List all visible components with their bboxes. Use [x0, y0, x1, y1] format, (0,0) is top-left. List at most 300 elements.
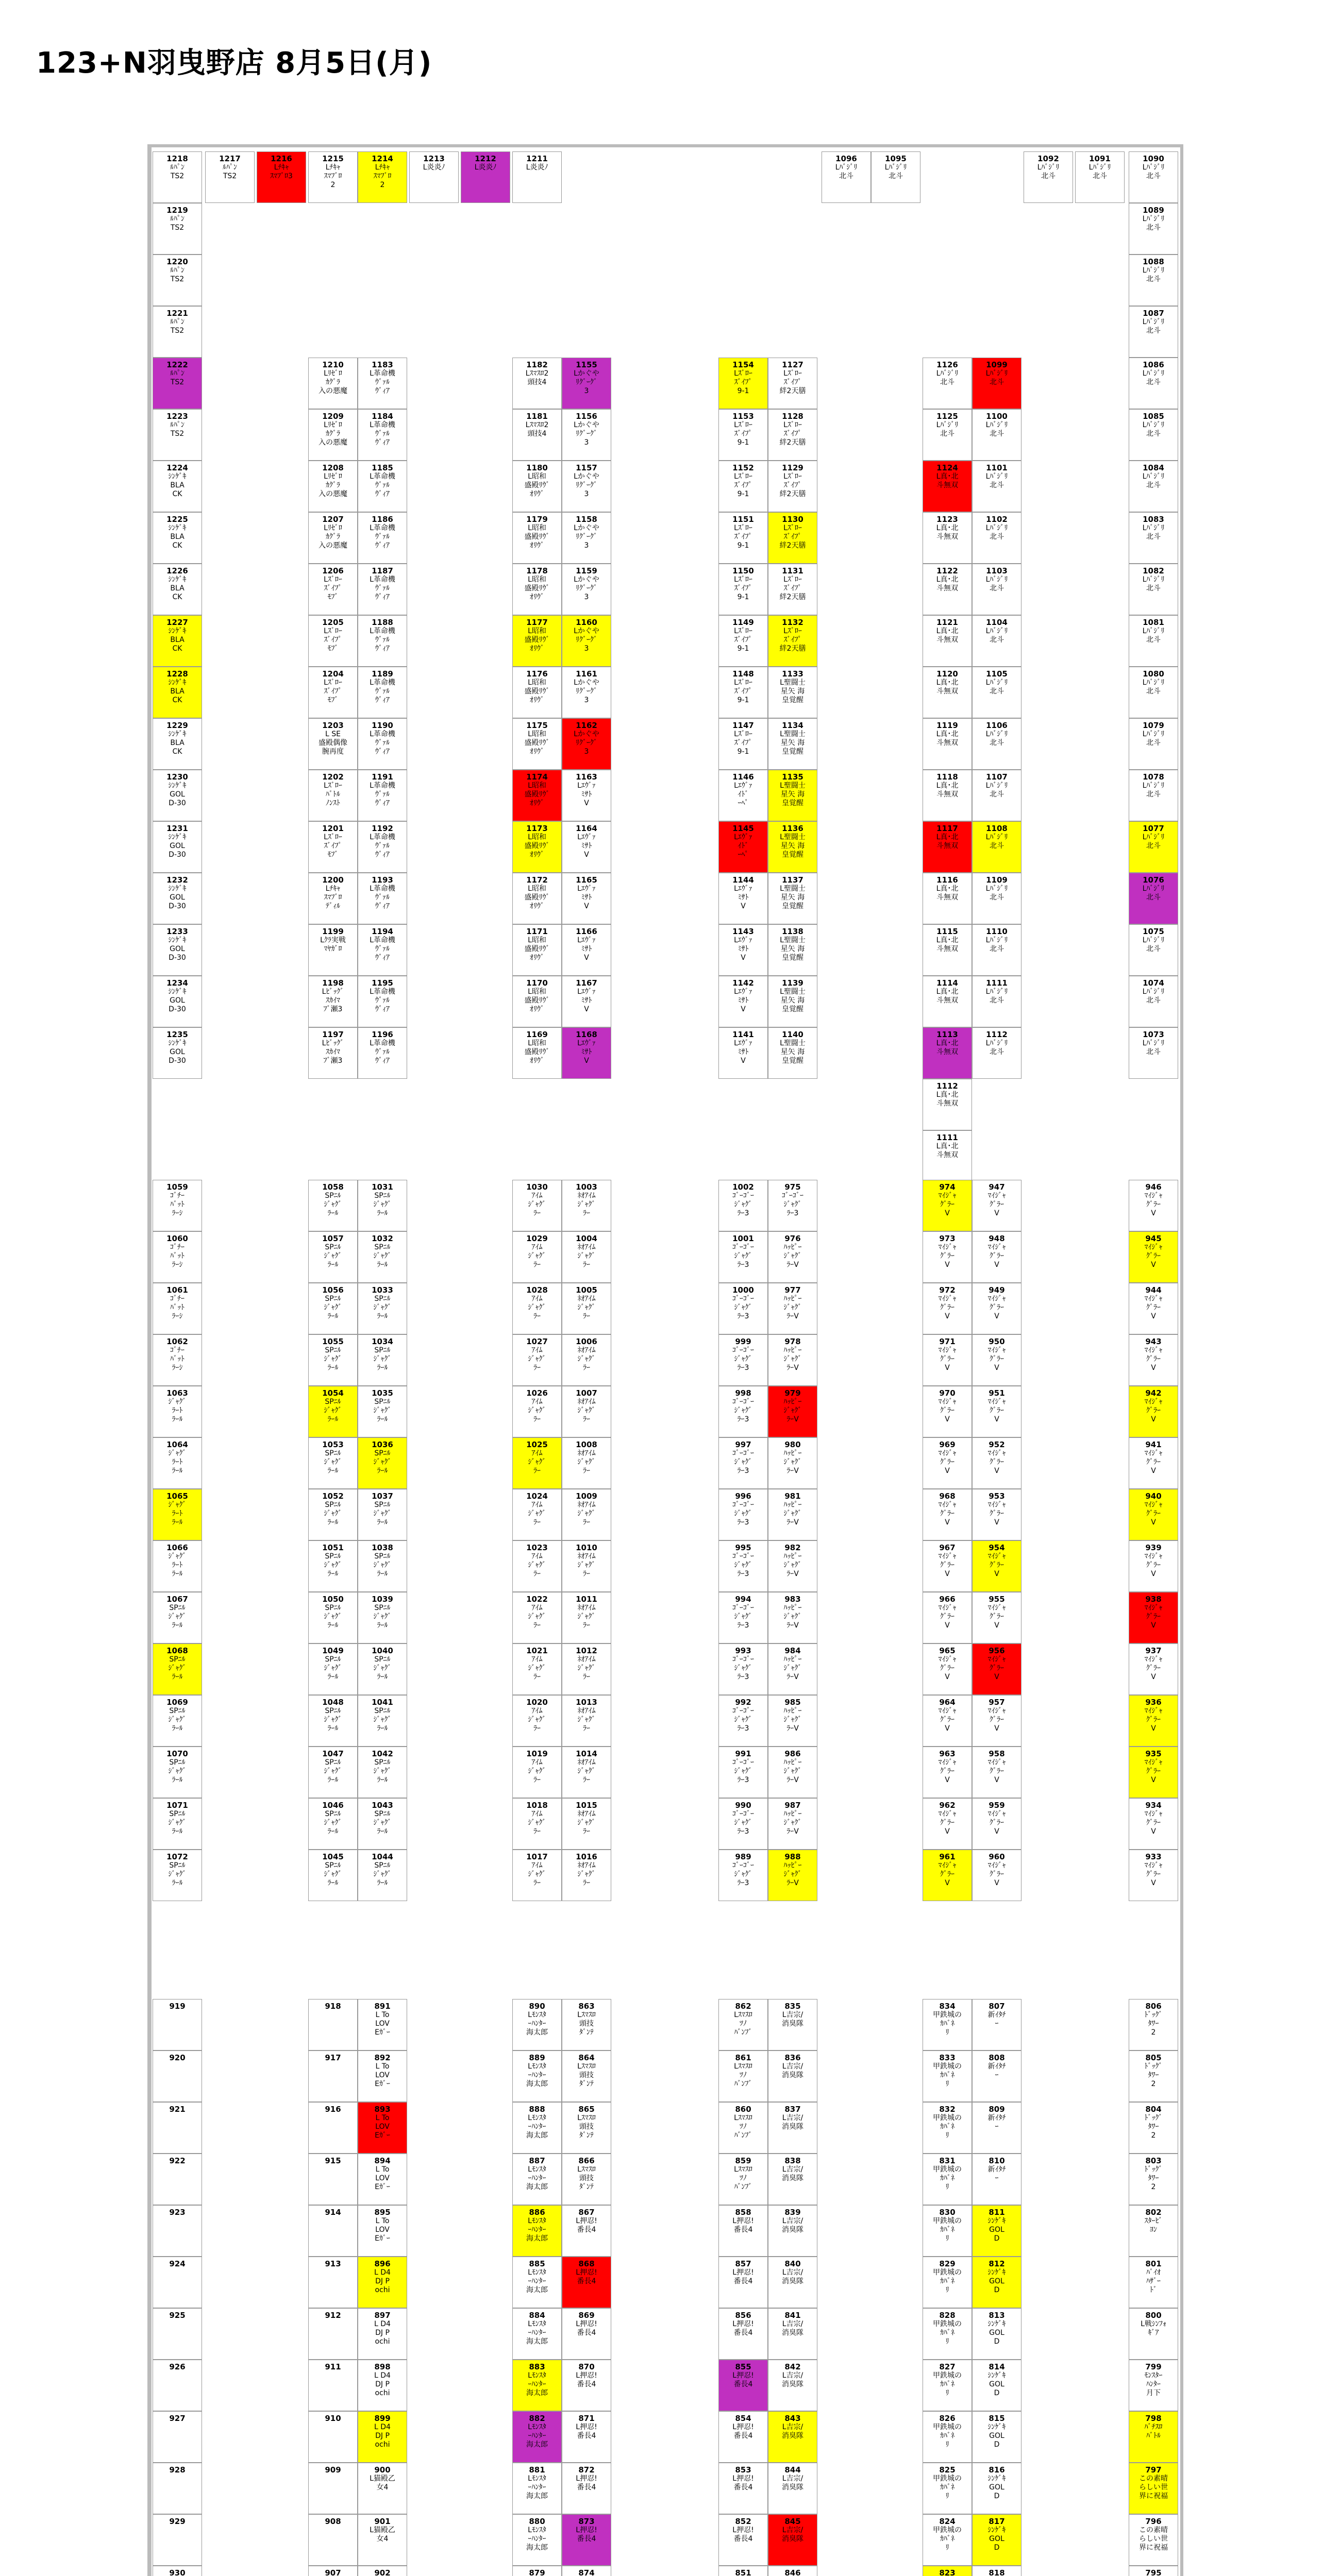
machine-number: 935 [1145, 1749, 1162, 1758]
machine-lot-1088 [1129, 255, 1178, 306]
machine-name: ｺﾞｰｺﾞｰ ｼﾞｬｸﾞ ﾗｰ3 [732, 1552, 754, 1578]
machine-lot-842 [768, 2360, 817, 2411]
machine-lot-1025 [512, 1437, 562, 1489]
machine-name: L革命機 ｳﾞｧﾙ ｳﾞｨｱ [370, 936, 395, 962]
machine-number: 1189 [372, 669, 393, 679]
machine-lot-1069 [153, 1695, 202, 1747]
machine-number: 1141 [732, 1030, 754, 1039]
machine-name: ｼﾝｹﾞｷ GOL D [987, 2423, 1006, 2449]
machine-lot-942 [1129, 1386, 1178, 1437]
machine-number: 1138 [782, 927, 803, 936]
machine-name: L昭和 盛殿ﾘｳﾞ ｵﾘｳﾞ [524, 627, 550, 653]
machine-name: Lﾁｷｬ ｽﾏﾌﾞﾛ 2 [324, 163, 342, 189]
machine-number: 841 [784, 2311, 801, 2320]
machine-number: 846 [784, 2568, 801, 2576]
machine-number: 1167 [576, 978, 597, 988]
machine-name: L押忍! 番長4 [732, 2320, 754, 2337]
machine-number: 797 [1145, 2465, 1162, 2475]
machine-number: 816 [989, 2465, 1005, 2475]
machine-lot-1039 [358, 1592, 407, 1643]
machine-name: L革命機 ｳﾞｧﾙ ｳﾞｨｱ [370, 472, 395, 498]
machine-number: 800 [1145, 2311, 1162, 2320]
machine-number: 1006 [576, 1337, 597, 1346]
machine-lot-954 [972, 1540, 1021, 1592]
machine-number: 934 [1145, 1801, 1162, 1810]
machine-lot-888 [512, 2102, 562, 2154]
machine-number: 1005 [576, 1285, 597, 1295]
machine-number: 1083 [1143, 515, 1164, 524]
machine-lot-1032 [358, 1231, 407, 1283]
machine-lot-883 [512, 2360, 562, 2411]
machine-number: 1105 [986, 669, 1008, 679]
machine-number: 851 [735, 2568, 751, 2576]
machine-name: ｱｲﾑ ｼﾞｬｸﾞ ﾗｰ [528, 1398, 546, 1423]
machine-lot-1123 [923, 512, 972, 564]
machine-lot-1015 [562, 1798, 611, 1850]
machine-number: 1195 [372, 978, 393, 988]
machine-number: 1181 [526, 412, 548, 421]
machine-lot-1171 [512, 924, 562, 976]
machine-number: 978 [784, 1337, 801, 1346]
machine-lot-1059 [153, 1180, 202, 1231]
machine-lot-985 [768, 1695, 817, 1747]
machine-name: ﾊｯﾋﾟｰ ｼﾞｬｸﾞ ﾗｰV [783, 1295, 802, 1320]
machine-name: L聖闘士 星矢 海 皇覚醒 [780, 1039, 806, 1065]
machine-lot-957 [972, 1695, 1021, 1747]
machine-name: ｺﾞﾁｰ ﾊﾞｯﾄ ﾗｰｼ [170, 1243, 185, 1269]
machine-lot-1157 [562, 461, 611, 512]
machine-number: 1142 [732, 978, 754, 988]
machine-number: 1035 [372, 1388, 393, 1398]
machine-number: 1148 [732, 669, 754, 679]
machine-number: 912 [325, 2311, 341, 2320]
machine-number: 796 [1145, 2517, 1162, 2526]
machine-lot-935 [1129, 1747, 1178, 1798]
machine-name: ﾊｯﾋﾟｰ ｼﾞｬｸﾞ ﾗｰV [783, 1243, 802, 1269]
machine-number: 983 [784, 1595, 801, 1604]
machine-lot-898 [358, 2360, 407, 2411]
machine-name: ﾙﾊﾟﾝ TS2 [170, 369, 185, 386]
machine-lot-869 [562, 2308, 611, 2360]
machine-name: L真･北 斗無双 [936, 1091, 959, 1108]
machine-number: 1134 [782, 721, 803, 730]
machine-lot-1219 [153, 203, 202, 255]
machine-name: Lﾁｷｬ ｽﾏﾌﾞﾛ3 [270, 163, 293, 180]
machine-lot-811 [972, 2205, 1021, 2257]
machine-lot-960 [972, 1850, 1021, 1901]
machine-lot-897 [358, 2308, 407, 2360]
machine-name: Lﾊﾞｼﾞﾘ 北斗 [1142, 575, 1165, 592]
machine-name: Lﾊﾞｼﾞﾘ 北斗 [936, 421, 959, 438]
machine-name: Lｴｳﾞｧ ﾐｻﾄ V [734, 1039, 752, 1065]
machine-name: ｺﾞｰｺﾞｰ ｼﾞｬｸﾞ ﾗｰ3 [732, 1810, 754, 1836]
floor-wall-right [1180, 144, 1183, 2576]
machine-number: 919 [169, 2002, 186, 2011]
machine-lot-1186 [358, 512, 407, 564]
machine-number: 1060 [166, 1234, 188, 1243]
machine-number: 808 [989, 2053, 1005, 2062]
machine-lot-1227 [153, 615, 202, 667]
machine-number: 1051 [322, 1543, 344, 1552]
machine-lot-1130 [768, 512, 817, 564]
machine-number: 872 [578, 2465, 595, 2475]
machine-lot-990 [718, 1798, 768, 1850]
machine-number: 1149 [732, 618, 754, 627]
machine-number: 1223 [166, 412, 188, 421]
machine-number: 933 [1145, 1852, 1162, 1861]
machine-lot-1183 [358, 358, 407, 409]
machine-lot-881 [512, 2463, 562, 2514]
machine-number: 814 [989, 2362, 1005, 2371]
machine-lot-1201 [308, 821, 358, 873]
machine-number: 1216 [271, 154, 292, 163]
machine-number: 862 [735, 2002, 751, 2011]
machine-number: 1110 [986, 927, 1008, 936]
machine-lot-1013 [562, 1695, 611, 1747]
machine-lot-817 [972, 2514, 1021, 2566]
machine-name: SPﾆﾙ ｼﾞｬｸﾞ ﾗｰﾙ [373, 1758, 392, 1784]
machine-lot-1050 [308, 1592, 358, 1643]
machine-name: L革命機 ｳﾞｧﾙ ｳﾞｨｱ [370, 1039, 395, 1065]
machine-lot-1184 [358, 409, 407, 461]
machine-name: L昭和 盛殿ﾘｳﾞ ｵﾘｳﾞ [524, 472, 550, 498]
machine-name: Lｽﾞﾛｰ ｽﾞｲﾌﾟ 9-1 [734, 627, 752, 653]
machine-lot-952 [972, 1437, 1021, 1489]
machine-name: Lﾊﾞｼﾞﾘ 北斗 [985, 833, 1008, 850]
machine-number: 1230 [166, 772, 188, 782]
machine-number: 1027 [526, 1337, 548, 1346]
machine-number: 1048 [322, 1698, 344, 1707]
machine-name: SPﾆﾙ ｼﾞｬｸﾞ ﾗｰﾙ [168, 1707, 187, 1733]
machine-lot-924 [153, 2257, 202, 2308]
machine-name: ﾙﾊﾟﾝ TS2 [223, 163, 237, 180]
machine-number: 799 [1145, 2362, 1162, 2371]
machine-name: ｼﾝｹﾞｷ BLA CK [168, 524, 187, 550]
machine-name: ﾈｵｱｲﾑ ｼﾞｬｸﾞ ﾗｰ [577, 1707, 596, 1733]
machine-lot-1142 [718, 976, 768, 1027]
machine-number: 988 [784, 1852, 801, 1861]
machine-name: Lｽﾞﾛｰ ｽﾞｲﾌﾟ 絆2天膳 [779, 575, 806, 601]
machine-lot-814 [972, 2360, 1021, 2411]
machine-number: 989 [735, 1852, 751, 1861]
machine-number: 1112 [986, 1030, 1008, 1039]
machine-name: ﾏｲｼﾞｬ ｸﾞﾗｰ V [938, 1398, 957, 1423]
machine-lot-852 [718, 2514, 768, 2566]
machine-lot-807 [972, 1999, 1021, 2050]
machine-name: SPﾆﾙ ｼﾞｬｸﾞ ﾗｰﾙ [324, 1398, 342, 1423]
machine-lot-1221 [153, 306, 202, 358]
machine-number: 968 [939, 1492, 956, 1501]
machine-number: 838 [784, 2156, 801, 2165]
machine-number: 975 [784, 1182, 801, 1192]
machine-name: ｼﾝｹﾞｷ GOL D [987, 2268, 1006, 2294]
machine-number: 976 [784, 1234, 801, 1243]
machine-number: 858 [735, 2208, 751, 2217]
machine-lot-986 [768, 1747, 817, 1798]
page-title: 123+N羽曳野店 8月5日(月) [36, 46, 432, 80]
machine-number: 879 [529, 2568, 545, 2576]
machine-lot-1117 [923, 821, 972, 873]
machine-lot-1229 [153, 718, 202, 770]
machine-lot-895 [358, 2205, 407, 2257]
machine-number: 863 [578, 2002, 595, 2011]
machine-lot-1198 [308, 976, 358, 1027]
machine-number: 1025 [526, 1440, 548, 1449]
machine-name: SPﾆﾙ ｼﾞｬｸﾞ ﾗｰﾙ [324, 1861, 342, 1887]
machine-number: 1208 [322, 463, 344, 472]
machine-number: 1158 [576, 515, 597, 524]
machine-name: ﾏｲｼﾞｬ ｸﾞﾗｰ V [987, 1192, 1006, 1217]
machine-name: L D4 DJ P ochi [374, 2268, 391, 2294]
machine-number: 985 [784, 1698, 801, 1707]
machine-number: 1119 [936, 721, 958, 730]
machine-name: ﾈｵｱｲﾑ ｼﾞｬｸﾞ ﾗｰ [577, 1810, 596, 1836]
machine-number: 1075 [1143, 927, 1164, 936]
machine-name: L聖闘士 星矢 海 皇覚醒 [780, 730, 806, 756]
machine-lot-797 [1129, 2463, 1178, 2514]
machine-name: ｼﾝｹﾞｷ GOL D-30 [168, 885, 187, 910]
machine-number: 959 [989, 1801, 1005, 1810]
machine-lot-886 [512, 2205, 562, 2257]
machine-lot-1106 [972, 718, 1021, 770]
machine-name: ﾊﾞｲｵ ﾊｻﾞｰ ﾄﾞ [1146, 2268, 1161, 2294]
machine-name: Lﾊﾞｼﾞﾘ 北斗 [985, 369, 1008, 386]
machine-number: 1055 [322, 1337, 344, 1346]
machine-lot-1077 [1129, 821, 1178, 873]
machine-name: Lｽﾞﾛｰ ｽﾞｲﾌﾟ ﾓﾌﾞ [324, 627, 342, 653]
machine-name: 甲鉄城の ｶﾊﾞﾈ ﾘ [933, 2423, 962, 2449]
machine-lot-1153 [718, 409, 768, 461]
machine-number: 945 [1145, 1234, 1162, 1243]
machine-lot-1037 [358, 1489, 407, 1540]
machine-name: L昭和 盛殿ﾘｳﾞ ｵﾘｳﾞ [524, 833, 550, 859]
machine-name: L革命機 ｳﾞｧﾙ ｳﾞｨｱ [370, 730, 395, 756]
machine-number: 1175 [526, 721, 548, 730]
machine-name: ｱｲﾑ ｼﾞｬｸﾞ ﾗｰ [528, 1295, 546, 1320]
machine-lot-846 [768, 2566, 817, 2576]
machine-lot-997 [718, 1437, 768, 1489]
machine-number: 893 [374, 2105, 391, 2114]
machine-lot-1159 [562, 564, 611, 615]
machine-lot-1235 [153, 1027, 202, 1079]
machine-name: ﾄﾞｯｸﾞ ﾀﾜｰ 2 [1144, 2062, 1163, 2088]
machine-lot-1122 [923, 564, 972, 615]
machine-name: L聖闘士 星矢 海 皇覚醒 [780, 833, 806, 859]
machine-lot-873 [562, 2514, 611, 2566]
machine-number: 1108 [986, 824, 1008, 833]
machine-name: SPﾆﾙ ｼﾞｬｸﾞ ﾗｰﾙ [373, 1243, 392, 1269]
machine-lot-1103 [972, 564, 1021, 615]
floor-wall-left [147, 144, 152, 2576]
machine-lot-798 [1129, 2411, 1178, 2463]
machine-number: 873 [578, 2517, 595, 2526]
machine-number: 960 [989, 1852, 1005, 1861]
machine-name: L吉宗/ 消臭隊 [782, 2217, 803, 2234]
machine-number: 1224 [166, 463, 188, 472]
machine-name: ｺﾞｰｺﾞｰ ｼﾞｬｸﾞ ﾗｰ3 [732, 1243, 754, 1269]
machine-number: 1121 [936, 618, 958, 627]
machine-number: 843 [784, 2414, 801, 2423]
machine-lot-1231 [153, 821, 202, 873]
machine-lot-900 [358, 2463, 407, 2514]
machine-name: ﾈｵｱｲﾑ ｼﾞｬｸﾞ ﾗｰ [577, 1861, 596, 1887]
machine-name: 新ｲﾀﾁ ｰ [987, 2114, 1006, 2131]
machine-name: ｼﾝｹﾞｷ BLA CK [168, 679, 187, 704]
machine-lot-862 [718, 1999, 768, 2050]
machine-lot-981 [768, 1489, 817, 1540]
machine-name: Lﾊﾞｼﾞﾘ 北斗 [985, 936, 1008, 953]
machine-lot-1033 [358, 1283, 407, 1334]
machine-lot-1086 [1129, 358, 1178, 409]
machine-lot-1060 [153, 1231, 202, 1283]
machine-number: 1225 [166, 515, 188, 524]
machine-number: 1109 [986, 875, 1008, 885]
machine-name: L D4 DJ P ochi [374, 2320, 391, 2346]
machine-number: 924 [169, 2259, 186, 2268]
machine-number: 1086 [1143, 360, 1164, 369]
machine-number: 915 [325, 2156, 341, 2165]
machine-number: 1233 [166, 927, 188, 936]
machine-lot-1095 [871, 151, 920, 203]
machine-number: 951 [989, 1388, 1005, 1398]
machine-lot-851 [718, 2566, 768, 2576]
machine-lot-1131 [768, 564, 817, 615]
machine-lot-1108 [972, 821, 1021, 873]
machine-name: L押忍! 番長4 [732, 2217, 754, 2234]
machine-number: 1179 [526, 515, 548, 524]
machine-number: 990 [735, 1801, 751, 1810]
machine-name: L真･北 斗無双 [936, 988, 959, 1005]
machine-number: 899 [374, 2414, 391, 2423]
machine-lot-976 [768, 1231, 817, 1283]
machine-number: 842 [784, 2362, 801, 2371]
machine-name: ﾊｯﾋﾟｰ ｼﾞｬｸﾞ ﾗｰV [783, 1346, 802, 1372]
machine-number: 1073 [1143, 1030, 1164, 1039]
machine-name: SPﾆﾙ ｼﾞｬｸﾞ ﾗｰﾙ [324, 1295, 342, 1320]
machine-name: ﾏｲｼﾞｬ ｸﾞﾗｰ V [987, 1449, 1006, 1475]
machine-name: Lｸﾗ実戦 ﾏﾔｶﾞﾛ [320, 936, 346, 953]
machine-number: 1207 [322, 515, 344, 524]
machine-name: Lﾊﾞｼﾞﾘ 北斗 [985, 730, 1008, 747]
machine-lot-1197 [308, 1027, 358, 1079]
machine-name: この素晴 らしい世 界に祝福 [1139, 2526, 1168, 2552]
machine-number: 1066 [166, 1543, 188, 1552]
machine-number: 1129 [782, 463, 803, 472]
machine-number: 898 [374, 2362, 391, 2371]
machine-name: Lｽﾞﾛｰ ｽﾞｲﾌﾟ 9-1 [734, 575, 752, 601]
machine-number: 1125 [936, 412, 958, 421]
machine-number: 1145 [732, 824, 754, 833]
machine-name: ﾏｲｼﾞｬ ｸﾞﾗｰ V [938, 1243, 957, 1269]
machine-number: 1089 [1143, 206, 1164, 215]
machine-name: Lｴｳﾞｧ ﾐｻﾄ V [734, 936, 752, 962]
machine-name: SPﾆﾙ ｼﾞｬｸﾞ ﾗｰﾙ [168, 1810, 187, 1836]
machine-name: L吉宗/ 消臭隊 [782, 2165, 803, 2182]
machine-number: 961 [939, 1852, 956, 1861]
machine-lot-910 [308, 2411, 358, 2463]
machine-name: ｼﾝｹﾞｷ GOL D [987, 2526, 1006, 2552]
machine-number: 1160 [576, 618, 597, 627]
machine-lot-853 [718, 2463, 768, 2514]
machine-number: 804 [1145, 2105, 1162, 2114]
machine-name: SPﾆﾙ ｼﾞｬｸﾞ ﾗｰﾙ [373, 1192, 392, 1217]
machine-name: ﾏｲｼﾞｬ ｸﾞﾗｰ V [1144, 1346, 1163, 1372]
machine-name: L革命機 ｳﾞｧﾙ ｳﾞｨｱ [370, 833, 395, 859]
machine-lot-1167 [562, 976, 611, 1027]
machine-name: L D4 DJ P ochi [374, 2423, 391, 2449]
machine-number: 1120 [936, 669, 958, 679]
machine-lot-1028 [512, 1283, 562, 1334]
machine-lot-1101 [972, 461, 1021, 512]
machine-lot-1173 [512, 821, 562, 873]
machine-lot-1057 [308, 1231, 358, 1283]
machine-number: 939 [1145, 1543, 1162, 1552]
machine-lot-866 [562, 2154, 611, 2205]
machine-number: 1199 [322, 927, 344, 936]
machine-lot-1200 [308, 873, 358, 924]
machine-lot-1107 [972, 770, 1021, 821]
machine-lot-972 [923, 1283, 972, 1334]
machine-lot-1150 [718, 564, 768, 615]
machine-lot-816 [972, 2463, 1021, 2514]
machine-lot-977 [768, 1283, 817, 1334]
machine-name: Lｽﾏｽﾛ2 頭技4 [525, 369, 549, 386]
machine-name: Lﾊﾞｼﾞﾘ 北斗 [1037, 163, 1060, 180]
machine-lot-1214 [358, 151, 407, 203]
machine-lot-1203 [308, 718, 358, 770]
machine-number: 826 [939, 2414, 956, 2423]
machine-number: 916 [325, 2105, 341, 2114]
machine-lot-803 [1129, 2154, 1178, 2205]
machine-name: SPﾆﾙ ｼﾞｬｸﾞ ﾗｰﾙ [168, 1655, 187, 1681]
machine-lot-991 [718, 1747, 768, 1798]
machine-name: SPﾆﾙ ｼﾞｬｸﾞ ﾗｰﾙ [324, 1758, 342, 1784]
machine-number: 880 [529, 2517, 545, 2526]
machine-lot-1118 [923, 770, 972, 821]
machine-name: L押忍! 番長4 [576, 2526, 597, 2543]
machine-number: 1218 [166, 154, 188, 163]
machine-name: Lｽﾏｽﾛ ﾂﾉ ﾊﾞﾝﾌﾞ [734, 2062, 752, 2088]
machine-number: 986 [784, 1749, 801, 1758]
machine-name: Lｽﾞﾛｰ ｽﾞｲﾌﾟ 9-1 [734, 679, 752, 704]
machine-name: L押忍! 番長4 [576, 2217, 597, 2234]
machine-number: 825 [939, 2465, 956, 2475]
machine-lot-1206 [308, 564, 358, 615]
machine-name: 甲鉄城の ｶﾊﾞﾈ ﾘ [933, 2268, 962, 2294]
machine-number: 1034 [372, 1337, 393, 1346]
machine-number: 1174 [526, 772, 548, 782]
machine-name: ｱｲﾑ ｼﾞｬｸﾞ ﾗｰ [528, 1449, 546, 1475]
machine-number: 1187 [372, 566, 393, 575]
machine-number: 1122 [936, 566, 958, 575]
machine-number: 844 [784, 2465, 801, 2475]
machine-lot-1065 [153, 1489, 202, 1540]
machine-name: L押忍! 番長4 [732, 2371, 754, 2388]
machine-lot-1178 [512, 564, 562, 615]
machine-name: ﾙﾊﾟﾝ TS2 [170, 215, 185, 232]
machine-lot-1161 [562, 667, 611, 718]
machine-lot-958 [972, 1747, 1021, 1798]
machine-lot-975 [768, 1180, 817, 1231]
machine-number: 818 [989, 2568, 1005, 2576]
machine-name: Lｽﾏｽﾛ ﾂﾉ ﾊﾞﾝﾌﾞ [734, 2114, 752, 2140]
machine-name: Lｴｳﾞｧ ﾐｻﾄ V [577, 782, 596, 807]
machine-lot-829 [923, 2257, 972, 2308]
machine-lot-996 [718, 1489, 768, 1540]
machine-number: 894 [374, 2156, 391, 2165]
machine-lot-1140 [768, 1027, 817, 1079]
machine-lot-1052 [308, 1489, 358, 1540]
